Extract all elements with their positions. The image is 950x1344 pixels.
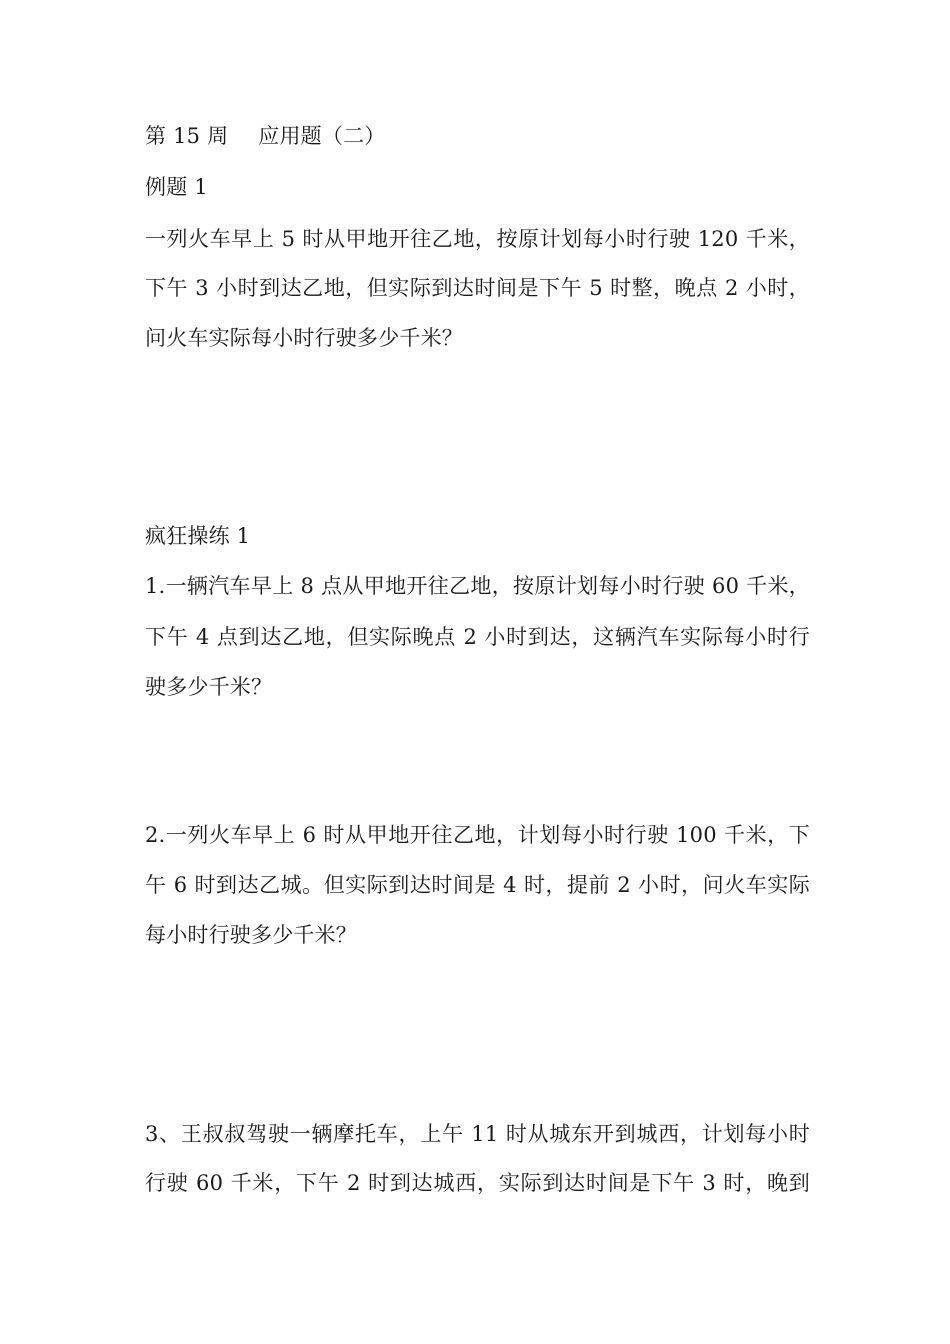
question-3-line-2: 行驶 60 千米，下午 2 时到达城西，实际到达时间是下午 3 时，晚到 (145, 1171, 810, 1195)
topic-label: 应用题（二） (258, 124, 386, 148)
question-1-line-3: 驶多少千米？ (145, 675, 273, 699)
example-label: 例题 1 (145, 175, 208, 199)
week-label: 第 15 周 (145, 124, 229, 148)
question-2-line-2: 午 6 时到达乙城。但实际到达时间是 4 时，提前 2 小时，问火车实际 (145, 873, 810, 897)
example-text-line-3: 问火车实际每小时行驶多少千米？ (145, 326, 463, 350)
question-1-line-2: 下午 4 点到达乙地，但实际晚点 2 小时到达，这辆汽车实际每小时行 (145, 625, 810, 649)
practice-label: 疯狂操练 1 (145, 524, 251, 548)
page-title (145, 122, 810, 150)
question-1-line-1: 1.一辆汽车早上 8 点从甲地开往乙地，按原计划每小时行驶 60 千米， (145, 574, 810, 598)
question-2-line-3: 每小时行驶多少千米？ (145, 923, 357, 947)
example-text-line-2: 下午 3 小时到达乙地，但实际到达时间是下午 5 时整，晚点 2 小时， (145, 276, 810, 300)
example-text-line-1: 一列火车早上 5 时从甲地开往乙地，按原计划每小时行驶 120 千米， (145, 227, 810, 251)
question-3-line-1: 3、王叔叔驾驶一辆摩托车，上午 11 时从城东开到城西，计划每小时 (145, 1122, 810, 1146)
question-2-line-1: 2.一列火车早上 6 时从甲地开往乙地，计划每小时行驶 100 千米，下 (145, 823, 810, 847)
